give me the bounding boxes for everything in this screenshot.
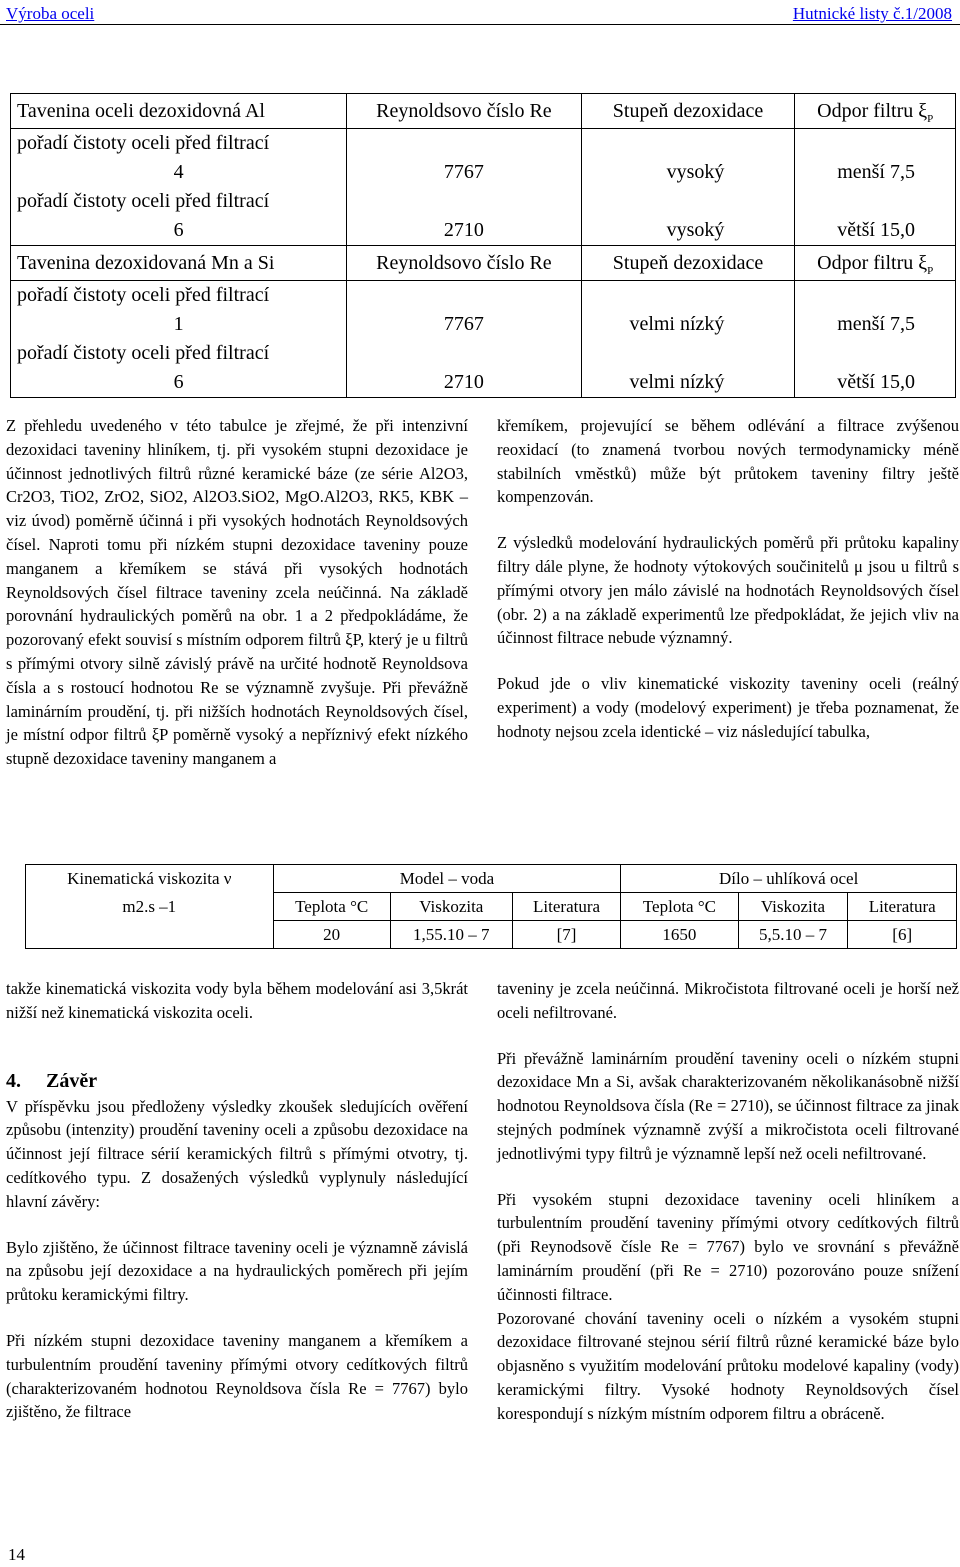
column-header: Literatura (848, 893, 957, 921)
section-number: 4. (6, 1070, 21, 1092)
table-header-row (11, 246, 956, 281)
section-heading (6, 1070, 97, 1093)
row-stupen: vysoký (581, 158, 795, 187)
text-column-left-bottom (6, 977, 468, 1424)
group-header-model: Model – voda (273, 865, 621, 893)
kinematic-viscosity-unit: m2.s –1 (122, 897, 177, 916)
running-header (0, 2, 960, 25)
row-stupen: velmi nízký (581, 310, 795, 339)
row-order: 6 (11, 368, 347, 398)
kinematic-viscosity-cell (26, 865, 274, 949)
row-label: pořadí čistoty oceli před filtrací (11, 339, 347, 368)
table-cell: 1,55.10 – 7 (390, 921, 512, 949)
row-label: pořadí čistoty oceli před filtrací (11, 281, 347, 311)
table-row (11, 129, 956, 159)
row-order: 1 (11, 310, 347, 339)
header-cell: Tavenina dezoxidovaná Mn a Si (11, 246, 347, 281)
header-cell: Odpor filtru $\xi_P$ (795, 94, 956, 129)
paragraph: V příspěvku jsou předloženy výsledky zkoušek sledujících ověření způsobu (intenzity) proudění taveniny oceli a způsobu dezoxidace na účinnost její filtrace sérií keramických filtrů s přímými otvotry, tj. cedítkového typu. Z dosažených výsledků vyplynuly následující hlavní závěry: (6, 1096, 468, 1211)
column-header: Teplota °C (273, 893, 390, 921)
table-cell: 1650 (621, 921, 738, 949)
row-label: pořadí čistoty oceli před filtrací (11, 187, 347, 216)
column-header: Teplota °C (621, 893, 738, 921)
viscosity-table (25, 864, 957, 949)
header-cell: Odpor filtru $\xi_P$ (795, 246, 956, 281)
row-order: 4 (11, 158, 347, 187)
table-row (11, 187, 956, 216)
row-stupen: velmi nízký (581, 368, 795, 398)
paragraph: takže kinematická viskozita vody byla během modelování asi 3,5krát nižší než kinematická viskozita oceli. (6, 979, 468, 1022)
table-row (11, 216, 956, 246)
header-cell: Stupeň dezoxidace (581, 94, 795, 129)
paragraph: Bylo zjištěno, že účinnost filtrace taveniny oceli je významně závislá na způsobu její dezoxidace a na hydraulických poměrech při jejím průtoku keramickými filtry. (6, 1237, 468, 1305)
row-order: 6 (11, 216, 347, 246)
page-number: 14 (8, 1545, 25, 1564)
text-column-left-top (6, 414, 468, 771)
header-link-journal[interactable]: Hutnické listy č.1/2008 (792, 4, 952, 23)
paragraph: Pokud jde o vliv kinematické viskozity taveniny oceli (reálný experiment) a vody (modelový experiment) je třeba poznamenat, že hodnoty nejsou zcela identické – viz následující tabulka, (497, 674, 959, 741)
table-row (11, 158, 956, 187)
paragraph: Z přehledu uvedeného v této tabulce je zřejmé, že při intenzivní dezoxidaci taveniny hliníkem, tj. při vysokém stupni dezoxidace je účinnost jednotlivých filtrů různé keramické báze (ze série Al2O3, Cr2O3, TiO2, ZrO2, SiO2, Al2O3.SiO2, MgO.Al2O3, RK5, KBK – viz úvod) poměrně účinná i při vysokých hodnotách Reynoldsových čísel. Naproti tomu při nízkém stupni dezoxidace taveniny pouze manganem a křemíkem se stává při vysokých hodnotách Reynoldsových čísel filtrace taveniny zcela neúčinná. Na základě porovnání hydraulických poměrů na obr. 1 a 2 předpokládáme, že pozorovaný efekt souvisí s místním odporem filtrů ξP, který je u filtrů s přímými otvory silně závislý právě na určité hodnotě Reynoldsova čísla a s rostoucí hodnotou Re se významně zvyšuje. Při převážně laminárním proudění, tj. při nižších hodnotách Reynoldsových čísel, je místní odpor filtrů ξP poměrně vysoký a nepříznivý efekt nízkého stupně dezoxidace taveniny manganem a (6, 416, 468, 769)
column-header: Viskozita (738, 893, 848, 921)
paragraph: křemíkem, projevující se během odlévání a filtrace zvýšenou reoxidací (to znamená tvorbou nových termodynamicky méně stabilních vměstků) může být průtokem taveniny filtry ještě kompenzován. (497, 416, 959, 507)
header-cell: Reynoldsovo číslo Re (347, 246, 581, 281)
row-odpor: menší 7,5 (795, 158, 956, 187)
table-row (11, 281, 956, 311)
table-cell: [6] (848, 921, 957, 949)
header-cell: Reynoldsovo číslo Re (347, 94, 581, 129)
results-table (10, 93, 956, 398)
header-link-section[interactable]: Výroba oceli (6, 4, 95, 23)
section-title: Závěr (46, 1070, 98, 1092)
text-column-right-top (497, 414, 959, 744)
row-odpor: větší 15,0 (795, 216, 956, 246)
table-header-row (26, 865, 957, 893)
table-cell: [7] (512, 921, 621, 949)
header-cell: Tavenina oceli dezoxidovná Al (11, 94, 347, 129)
text-column-right-bottom (497, 977, 959, 1426)
paragraph: taveniny je zcela neúčinná. Mikročistota filtrované oceli je horší než oceli nefiltrované. (497, 979, 959, 1022)
table-row (11, 310, 956, 339)
column-header: Viskozita (390, 893, 512, 921)
row-reynolds: 7767 (347, 158, 581, 187)
table-header-row (11, 94, 956, 129)
row-odpor: větší 15,0 (795, 368, 956, 398)
paragraph: Při převážně laminárním proudění taveniny oceli o nízkém stupni dezoxidace Mn a Si, avšak charakterizovaném několikanásobně nižší hodnotou Reynoldsova čísla (Re = 2710), se účinnost filtrace za jinak stejných podmínek významně zvýší a mikročistota oceli filtrované jednotlivými typy filtrů je významně lepší než oceli nefiltrované. (497, 1048, 959, 1163)
column-header: Literatura (512, 893, 621, 921)
header-cell: Stupeň dezoxidace (581, 246, 795, 281)
paragraph: Při nízkém stupni dezoxidace taveniny manganem a křemíkem a turbulentním proudění taveniny přímými otvory cedítkových filtrů (charakterizovaném hodnotou Reynoldsova čísla Re = 7767) bylo zjištěno, že filtrace (6, 1330, 468, 1422)
kinematic-viscosity-label: Kinematická viskozita ν (67, 869, 232, 888)
row-reynolds: 7767 (347, 310, 581, 339)
row-stupen: vysoký (581, 216, 795, 246)
row-odpor: menší 7,5 (795, 310, 956, 339)
table-row (11, 339, 956, 368)
table-row (11, 368, 956, 398)
row-reynolds: 2710 (347, 216, 581, 246)
row-reynolds: 2710 (347, 368, 581, 398)
group-header-work: Dílo – uhlíková ocel (621, 865, 957, 893)
paragraph: Z výsledků modelování hydraulických poměrů při průtoku kapaliny filtry dále plyne, že hodnoty výtokových součinitelů μ jsou u filtrů s přímými otvory jen málo závislé na hodnotách Reynoldsových čísel (obr. 2) a na základě experimentů lze předpokládat, že jejich vliv na účinnost filtrace nebude významný. (497, 533, 959, 648)
paragraph: Při vysokém stupni dezoxidace taveniny oceli hliníkem a turbulentním proudění taveniny přímými otvory cedítkových filtrů (při Reynodsově čísle Re = 7767) bylo ve srovnání s převážně laminárním proudění (při Re = 2710) pozorováno pouze snížení účinnosti filtrace. (497, 1189, 959, 1304)
row-label: pořadí čistoty oceli před filtrací (11, 129, 347, 159)
paragraph: Pozorované chování taveniny oceli o nízkém a vysokém stupni dezoxidace filtrované stejnou sérií filtrů různé keramické báze bylo objasněno s využitím modelování průtoku modelové kapaliny (vody) keramickými filtry. Vysoké hodnoty Reynoldsových čísel korespondují s nízkým místním odporem filtru a obráceně. (497, 1308, 959, 1423)
table-cell: 20 (273, 921, 390, 949)
table-cell: 5,5.10 – 7 (738, 921, 848, 949)
